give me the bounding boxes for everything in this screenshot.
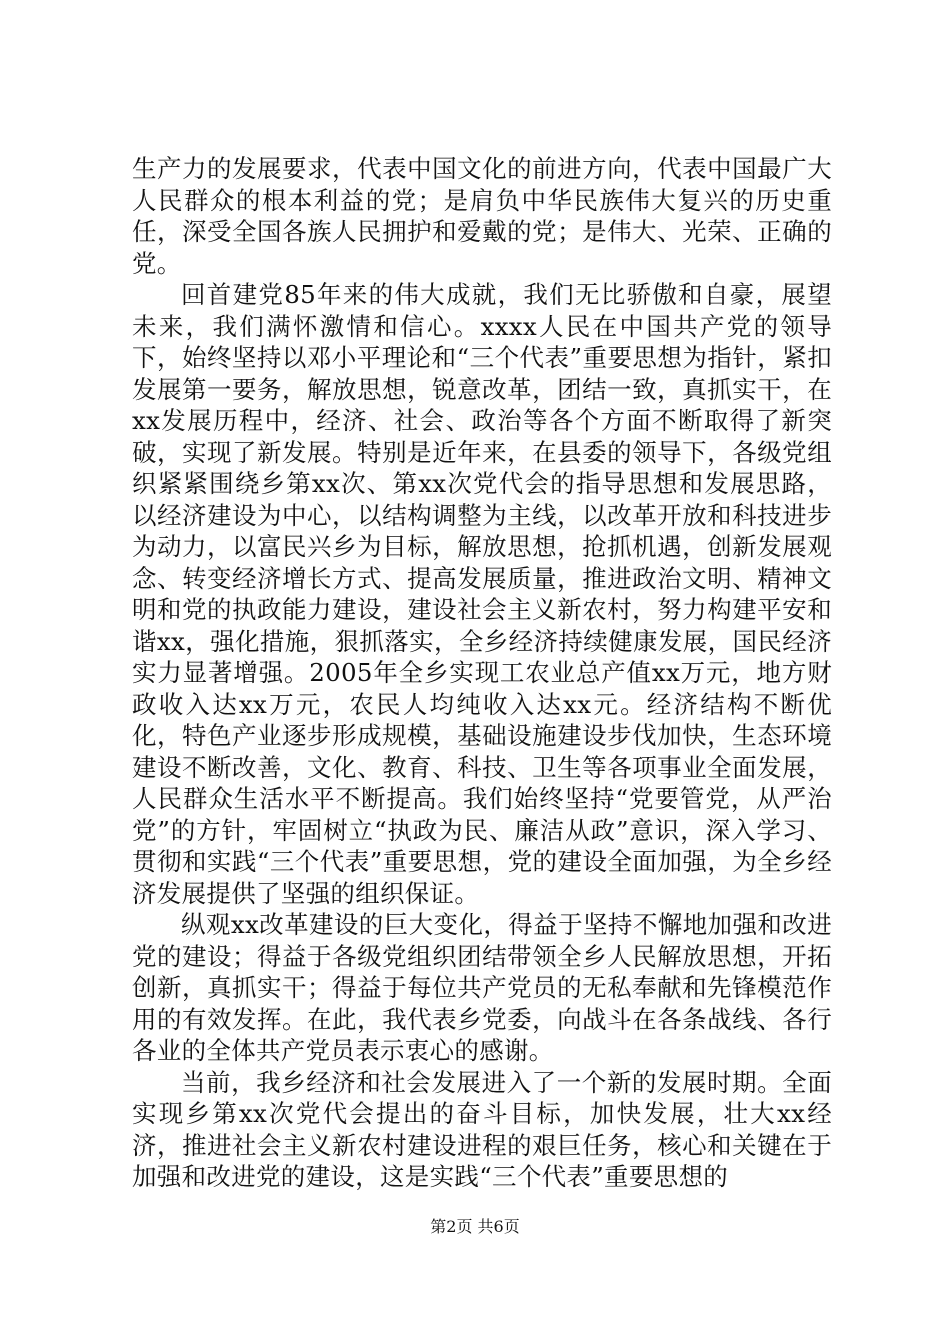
paragraph-3: 纵观xx改革建设的巨大变化，得益于坚持不懈地加强和改进党的建设；得益于各级党组织团结带领全乡人民解放思想，开拓创新，真抓实干；得益于每位共产党员的无私奉献和先锋模范作用的有效发挥。在此，我代表乡党委，向战斗在各条战线、各行各业的全体共产党员表示衷心的感谢。 <box>132 910 832 1065</box>
paragraph-4: 当前，我乡经济和社会发展进入了一个新的发展时期。全面实现乡第xx次党代会提出的奋斗目标，加快发展，壮大xx经济，推进社会主义新农村建设进程的艰巨任务，核心和关键在于加强和改进党的建设，这是实践“三个代表”重要思想的 <box>132 1067 832 1191</box>
page-number-footer: 第2页 共6页 <box>430 1217 520 1236</box>
document-body <box>132 153 832 1193</box>
paragraph-2: 回首建党85年来的伟大成就，我们无比骄傲和自豪，展望未来，我们满怀激情和信心。xxxx人民在中国共产党的领导下，始终坚持以邓小平理论和“三个代表”重要思想为指针，紧扣发展第一要务，解放思想，锐意改革，团结一致，真抓实干，在xx发展历程中，经济、社会、政治等各个方面不断取得了新突破，实现了新发展。特别是近年来，在县委的领导下，各级党组织紧紧围绕乡第xx次、第xx次党代会的指导思想和发展思路，以经济建设为中心，以结构调整为主线，以改革开放和科技进步为动力，以富民兴乡为目标，解放思想，抢抓机遇，创新发展观念、转变经济增长方式、提高发展质量，推进政治文明、精神文明和党的执政能力建设，建设社会主义新农村，努力构建平安和谐xx，强化措施，狠抓落实，全乡经济持续健康发展，国民经济实力显著增强。2005年全乡实现工农业总产值xx万元，地方财政收入达xx万元，农民人均纯收入达xx元。经济结构不断优化，特色产业逐步形成规模，基础设施建设步伐加快，生态环境建设不断改善，文化、教育、科技、卫生等各项事业全面发展，人民群众生活水平不断提高。我们始终坚持“党要管党，从严治党”的方针，牢固树立“执政为民、廉洁从政”意识，深入学习、贯彻和实践“三个代表”重要思想，党的建设全面加强，为全乡经济发展提供了坚强的组织保证。 <box>132 280 832 908</box>
paragraph-1: 生产力的发展要求，代表中国文化的前进方向，代表中国最广大人民群众的根本利益的党；是肩负中华民族伟大复兴的历史重任，深受全国各族人民拥护和爱戴的党；是伟大、光荣、正确的党。 <box>132 154 832 278</box>
